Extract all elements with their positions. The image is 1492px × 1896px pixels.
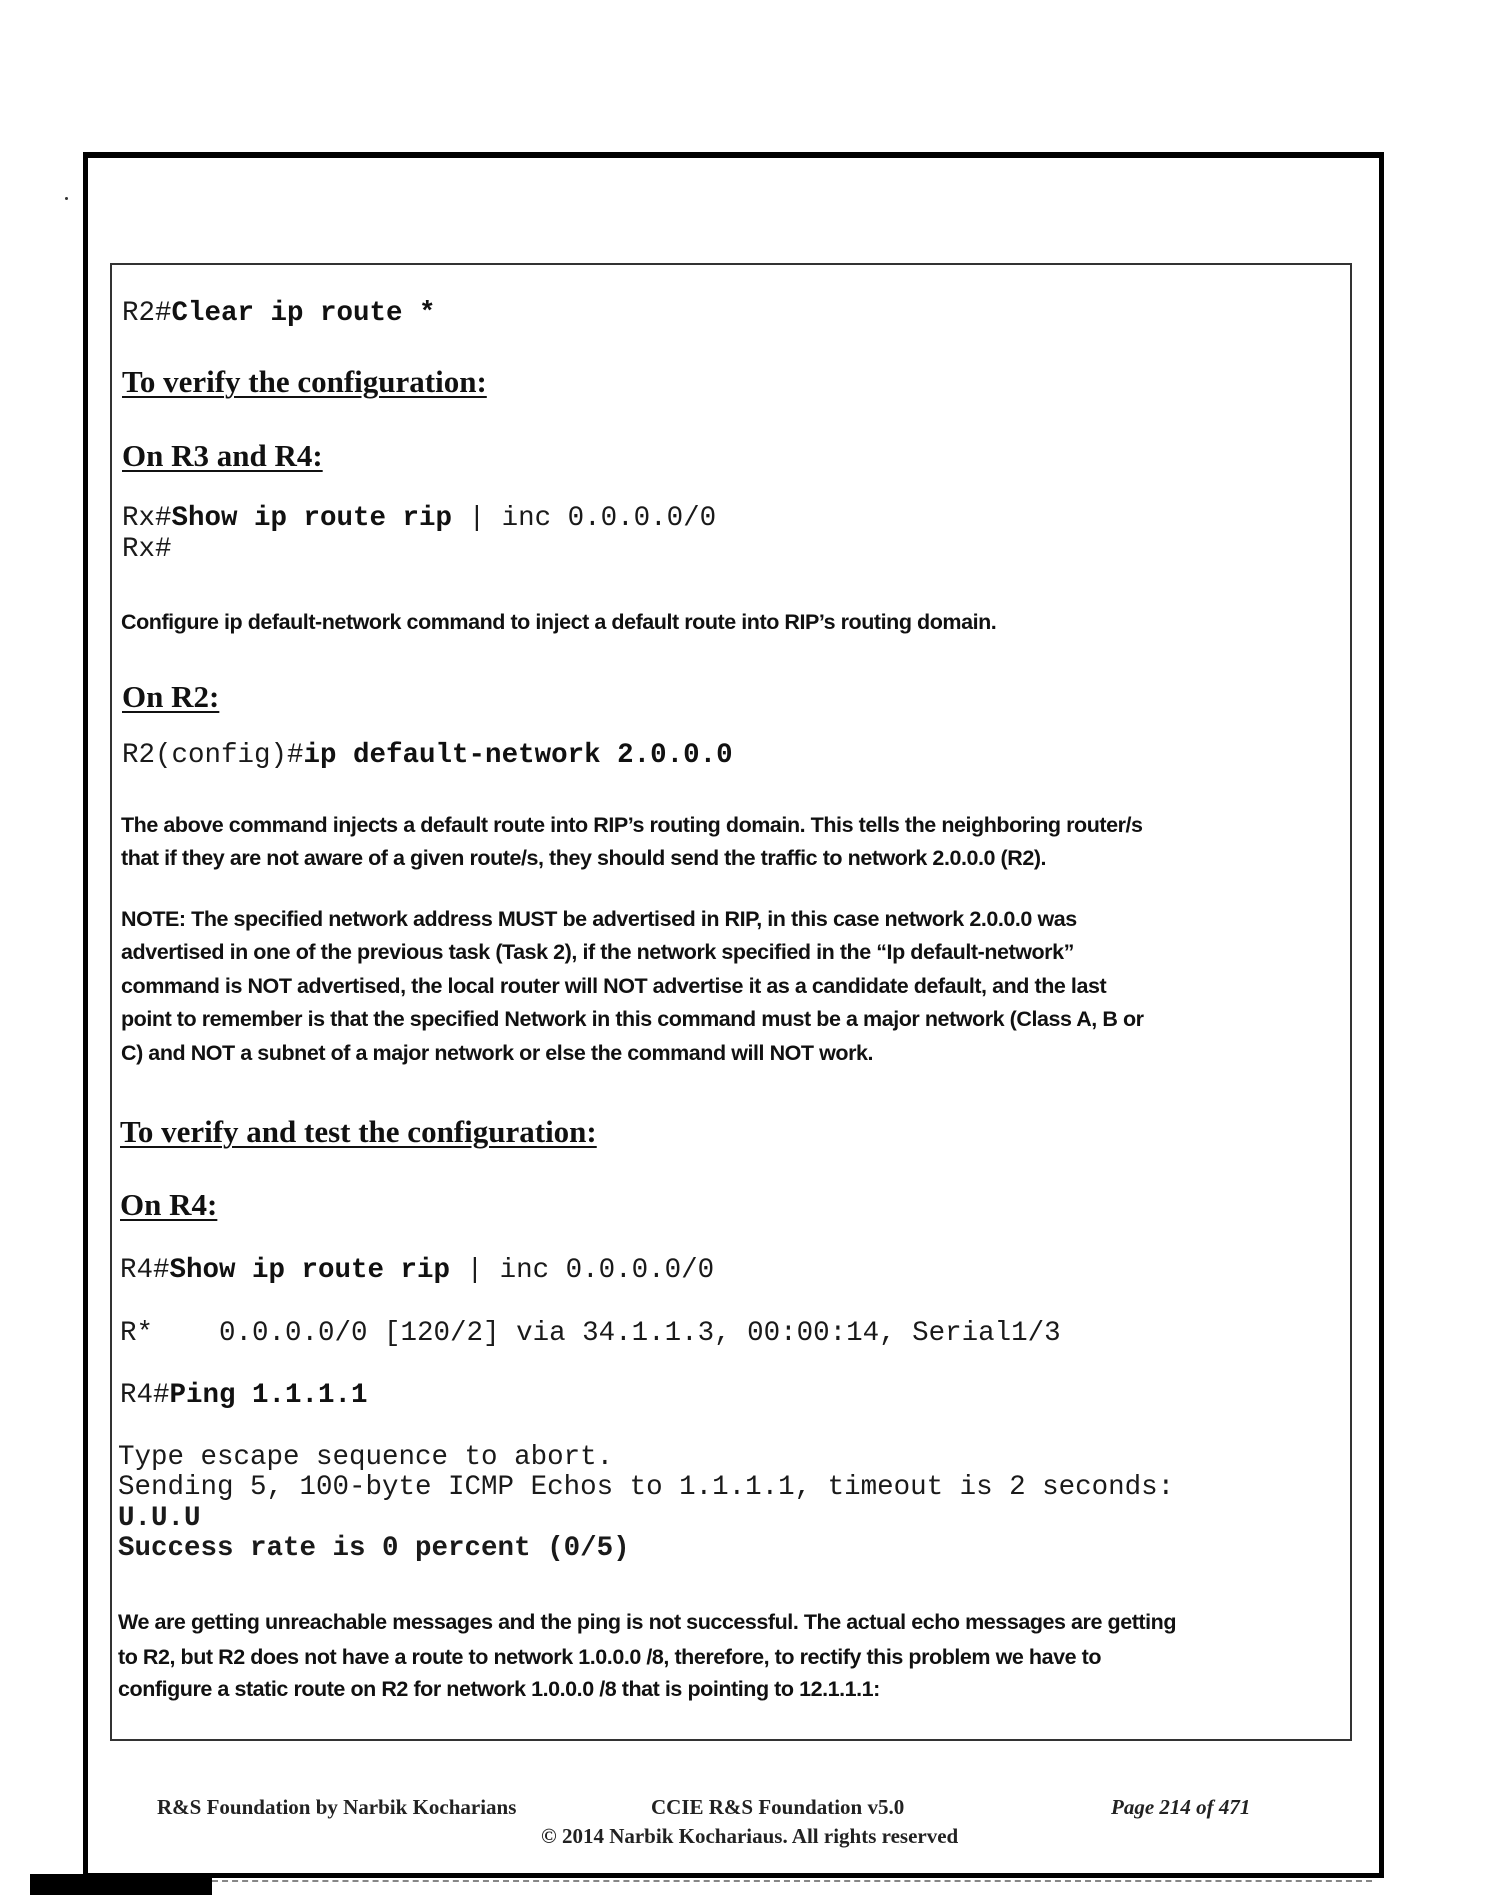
- conclusion-line: We are getting unreachable messages and the ping is not successful. The actual echo messages are getting: [118, 1610, 1177, 1634]
- cli-command: Show ip route rip: [169, 1255, 451, 1286]
- rx-prompt-output: Rx#: [122, 534, 172, 565]
- cli-pipe-filter: | inc 0.0.0.0/0: [452, 503, 717, 534]
- default-network-command: [122, 742, 733, 770]
- note-line: NOTE: The specified network address MUST be advertised in RIP, in this case network 2.0.0.0 was: [121, 907, 1077, 931]
- ping-success-rate: Success rate is 0 percent (0/5): [118, 1533, 630, 1564]
- show-route-command-rx: [122, 505, 716, 533]
- note-line: C) and NOT a subnet of a major network or else the command will NOT work.: [121, 1041, 874, 1065]
- note-line: point to remember is that the specified Network in this command must be a major network (Class A, B or: [121, 1007, 1144, 1031]
- explain-line: that if they are not aware of a given route/s, they should send the traffic to network 2.0.0.0 (R2).: [121, 846, 1047, 870]
- heading-on-r4: On R4:: [120, 1187, 218, 1222]
- cli-prompt: R4#: [120, 1255, 170, 1286]
- heading-verify: To verify the configuration:: [122, 364, 487, 399]
- ping-output-line: Sending 5, 100-byte ICMP Echos to 1.1.1.1, timeout is 2 seconds:: [118, 1472, 1175, 1503]
- scan-speck: [65, 197, 68, 200]
- heading-on-r3-r4: On R3 and R4:: [122, 438, 323, 473]
- footer-title: CCIE R&S Foundation v5.0: [651, 1795, 905, 1819]
- route-output-line: R* 0.0.0.0/0 [120/2] via 34.1.1.3, 00:00:14, Serial1/3: [120, 1318, 1061, 1349]
- footer-author: R&S Foundation by Narbik Kocharians: [157, 1795, 517, 1819]
- explain-line: The above command injects a default route into RIP’s routing domain. This tells the neighboring router/s: [121, 813, 1143, 837]
- cli-command: Show ip route rip: [171, 503, 453, 534]
- note-line: command is NOT advertised, the local router will NOT advertise it as a candidate default, and the last: [121, 974, 1107, 998]
- ping-command: [120, 1382, 368, 1410]
- cli-command: ip default-network 2.0.0.0: [303, 740, 733, 771]
- cli-prompt: R4#: [120, 1380, 170, 1411]
- clear-route-command: [122, 300, 436, 328]
- ping-output-line: Type escape sequence to abort.: [118, 1442, 614, 1473]
- configure-instruction: Configure ip default-network command to inject a default route into RIP’s routing domain.: [121, 610, 997, 634]
- cli-pipe-filter: | inc 0.0.0.0/0: [450, 1255, 715, 1286]
- heading-on-r2: On R2:: [122, 679, 220, 714]
- footer-copyright: © 2014 Narbik Kochariaus. All rights reserved: [541, 1824, 959, 1848]
- show-route-command-r4: [120, 1257, 714, 1285]
- ping-result-pattern: U.U.U: [118, 1503, 201, 1534]
- footer-page-number: Page 214 of 471: [1111, 1795, 1251, 1819]
- cli-command: Ping 1.1.1.1: [169, 1380, 368, 1411]
- scan-edge-line: [212, 1880, 1372, 1882]
- heading-verify-test: To verify and test the configuration:: [120, 1114, 597, 1149]
- cli-prompt: R2(config)#: [122, 740, 304, 771]
- scan-black-bar: [30, 1874, 212, 1895]
- content-box: [110, 263, 1352, 1741]
- note-line: advertised in one of the previous task (Task 2), if the network specified in the “Ip default-network”: [121, 940, 1074, 964]
- conclusion-line: configure a static route on R2 for network 1.0.0.0 /8 that is pointing to 12.1.1.1:: [118, 1677, 880, 1701]
- cli-prompt: R2#: [122, 298, 172, 329]
- cli-prompt: Rx#: [122, 503, 172, 534]
- cli-command: Clear ip route *: [171, 298, 436, 329]
- conclusion-line: to R2, but R2 does not have a route to network 1.0.0.0 /8, therefore, to rectify this problem we have to: [118, 1645, 1102, 1669]
